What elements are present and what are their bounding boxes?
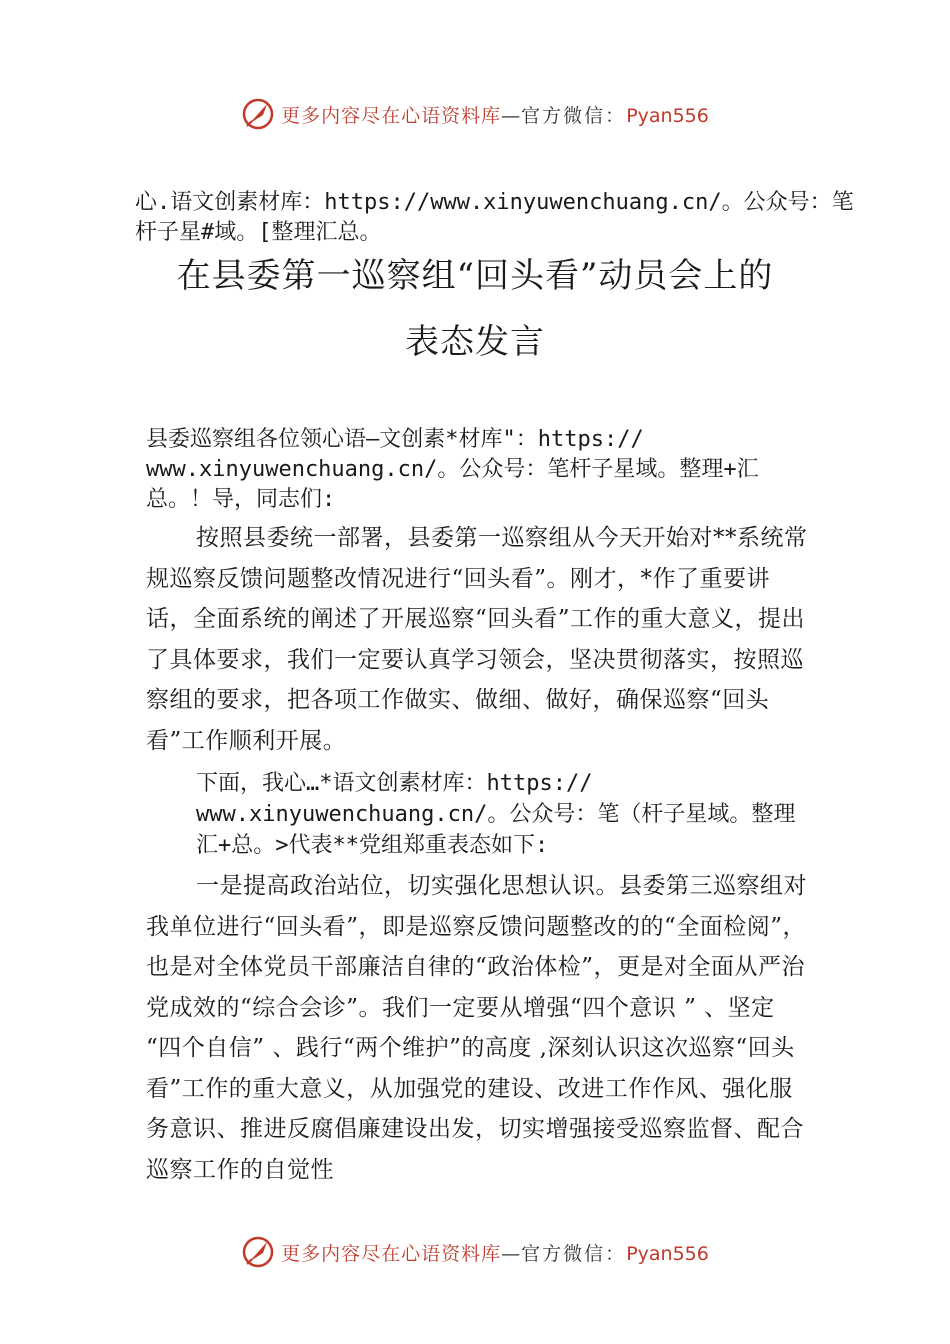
banner-text: 更多内容尽在心语资料库—官方微信：Pyan556	[281, 1242, 709, 1265]
paragraph-point-one: 一是提高政治站位，切实强化思想认识。县委第三巡察组对我单位进行“回头看”，即是巡察反馈问题整改的的“全面检阅”，也是对全体党员干部廉洁自律的“政治体检”，更是对全面从严治党成效的“综合会诊”。我们一定要从增强“四个意识 ” 、坚定 “四个自信” 、践行“两个维护”的高度 ,深刻认识这次巡察“回头看”工作的重大意义，从加强党的建设、改进工作作风、强化服务意识、推进反腐倡廉建设出发，切实增强接受巡察监督、配合巡察工作的自觉性	[146, 873, 807, 1183]
quill-logo-icon	[241, 97, 275, 131]
paragraph-statement-lead: 下面，我心…*语文创素材库：https:// www.xinyuwenchuang.cn/。公众号：笔（杆子星域。整理 汇+总。>代表**党组郑重表态如下:	[196, 771, 796, 858]
top-banner	[0, 94, 950, 134]
quill-logo-icon	[241, 1235, 275, 1269]
header-note: 心.语文创素材库：https://www.xinyuwenchuang.cn/。公众号：笔杆子星#域。[整理汇总。	[135, 190, 854, 245]
page-title-line2: 表态发言	[405, 322, 545, 362]
salutation: 县委巡察组各位领心语—文创素*材库"：https:// www.xinyuwenchuang.cn/。公众号：笔杆子星域。整理+汇 总。！导，同志们:	[146, 427, 759, 512]
banner-text: 更多内容尽在心语资料库—官方微信：Pyan556	[281, 104, 709, 127]
page-title-line1: 在县委第一巡察组“回头看”动员会上的	[176, 256, 774, 296]
bottom-banner	[0, 1232, 950, 1272]
paragraph-intro: 按照县委统一部署，县委第一巡察组从今天开始对**系统常规巡察反馈问题整改情况进行“回头看”。刚才，*作了重要讲话，全面系统的阐述了开展巡察“回头看”工作的重大意义，提出了具体要求，我们一定要认真学习领会，坚决贯彻落实，按照巡察组的要求，把各项工作做实、做细、做好，确保巡察“回头看”工作顺利开展。	[146, 525, 808, 754]
